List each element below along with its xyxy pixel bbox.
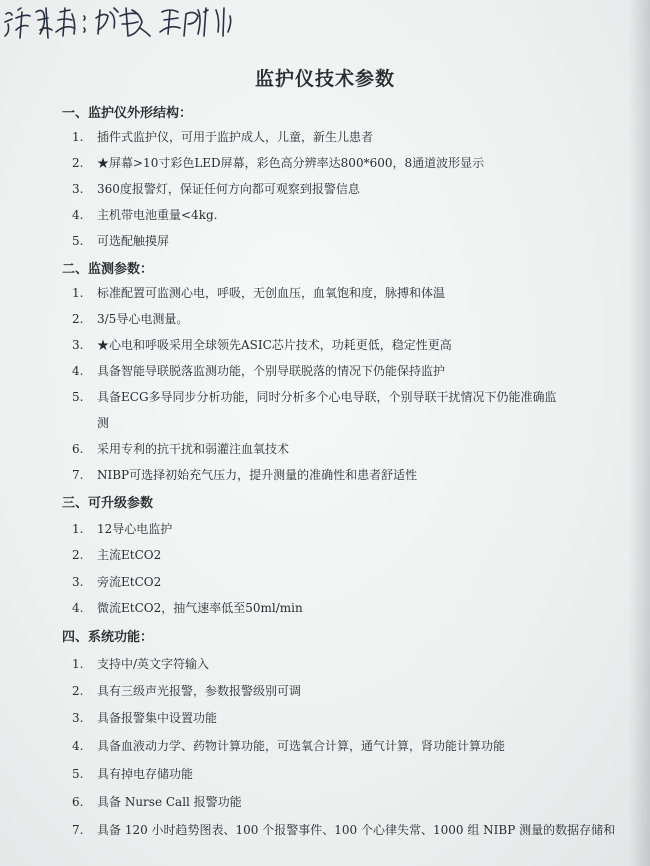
item-number: 2.	[72, 312, 84, 326]
item-number: 6.	[72, 442, 84, 456]
document-title: 监护仪技术参数	[254, 68, 395, 90]
item-text: ★屏幕>10寸彩色LED屏幕，彩色高分辨率达800*600，8通道波形显示	[97, 156, 485, 170]
section-heading-structure: 一、监护仪外形结构：	[62, 106, 193, 121]
list-item	[72, 546, 161, 563]
list-item	[72, 180, 360, 197]
section-heading-upgradable: 三、可升级参数	[62, 496, 154, 511]
item-text: 微流EtCO2，抽气速率低至50ml/min	[97, 601, 303, 615]
item-text: 具备血液动力学、药物计算功能，可选氧合计算，通气计算，肾功能计算功能	[97, 739, 506, 753]
item-number: 4.	[72, 208, 84, 222]
item-text: 可选配触摸屏	[97, 234, 170, 248]
item-number: 2.	[72, 684, 84, 698]
list-item	[72, 128, 373, 145]
item-text: 具备ECG多导同步分析功能，同时分析多个心电导联，个别导联干扰情况下仍能准确监	[97, 390, 557, 404]
list-item	[72, 388, 557, 405]
item-text: ★心电和呼吸采用全球领先ASIC芯片技术，功耗更低，稳定性更高	[97, 338, 452, 352]
handwritten-signature	[2, 2, 252, 40]
item-number: 2.	[72, 156, 84, 170]
item-number: 4.	[72, 601, 84, 615]
list-item	[72, 821, 615, 838]
list-item	[72, 440, 289, 457]
item-text: 主机带电池重量<4kg.	[97, 208, 218, 222]
item-number: 4.	[72, 739, 84, 753]
list-item	[72, 793, 242, 810]
item-text: 采用专利的抗干扰和弱灌注血氧技术	[97, 442, 290, 456]
item-text: 具备智能导联脱落监测功能，个别导联脱落的情况下仍能保持监护	[97, 364, 446, 378]
item-number: 5.	[72, 390, 84, 404]
item-number: 1.	[72, 657, 84, 671]
item-text: 具备 120 小时趋势图表、100 个报警事件、100 个心律失常、1000 组 NIBP 测量的数据存储和	[97, 823, 616, 837]
item-number: 3.	[72, 711, 84, 725]
item-text: 具备 Nurse Call 报警功能	[97, 795, 242, 809]
item-text-continuation: 测	[97, 416, 110, 430]
list-item	[72, 284, 445, 301]
item-number: 1.	[72, 286, 84, 300]
item-number: 4.	[72, 364, 84, 378]
item-text: 具备报警集中设置功能	[97, 711, 218, 725]
list-item	[72, 362, 445, 379]
item-number: 7.	[72, 468, 84, 482]
list-item	[72, 206, 217, 223]
list-item	[72, 466, 417, 483]
item-text: 12导心电监护	[97, 522, 173, 536]
item-number: 7.	[72, 823, 84, 837]
item-text: 旁流EtCO2	[97, 575, 162, 589]
item-text: 插件式监护仪，可用于监护成人，儿童，新生儿患者	[97, 130, 374, 144]
list-item	[72, 709, 217, 726]
section-heading-parameters: 二、监测参数：	[62, 262, 154, 277]
item-number: 2.	[72, 548, 84, 562]
item-number: 5.	[72, 767, 84, 781]
page-edge-shadow	[628, 0, 650, 866]
item-text: 3/5导心电测量。	[97, 312, 189, 326]
item-number: 1.	[72, 130, 84, 144]
list-item	[72, 310, 188, 327]
item-text: 具有三级声光报警，参数报警级别可调	[97, 684, 302, 698]
item-text: NIBP可选择初始充气压力，提升测量的准确性和患者舒适性	[97, 468, 418, 482]
item-number: 6.	[72, 795, 84, 809]
section-heading-system-functions: 四、系统功能：	[62, 630, 154, 645]
list-item	[72, 599, 303, 616]
item-text: 支持中/英文字符输入	[97, 657, 210, 671]
list-item	[72, 336, 452, 353]
item-number: 1.	[72, 522, 84, 536]
item-text: 标准配置可监测心电，呼吸，无创血压，血氧饱和度，脉搏和体温	[97, 286, 446, 300]
list-item	[72, 573, 161, 590]
item-text: 具有掉电存储功能	[97, 767, 194, 781]
item-number: 3.	[72, 575, 84, 589]
item-text: 360度报警灯，保证任何方向都可观察到报警信息	[97, 182, 360, 196]
item-number: 3.	[72, 182, 84, 196]
list-item	[72, 682, 301, 699]
list-item	[72, 737, 505, 754]
item-text: 主流EtCO2	[97, 548, 162, 562]
list-item	[72, 520, 172, 537]
list-item	[72, 765, 193, 782]
list-item	[72, 154, 484, 171]
list-item	[72, 232, 169, 249]
list-item	[72, 655, 209, 672]
item-number: 3.	[72, 338, 84, 352]
item-number: 5.	[72, 234, 84, 248]
